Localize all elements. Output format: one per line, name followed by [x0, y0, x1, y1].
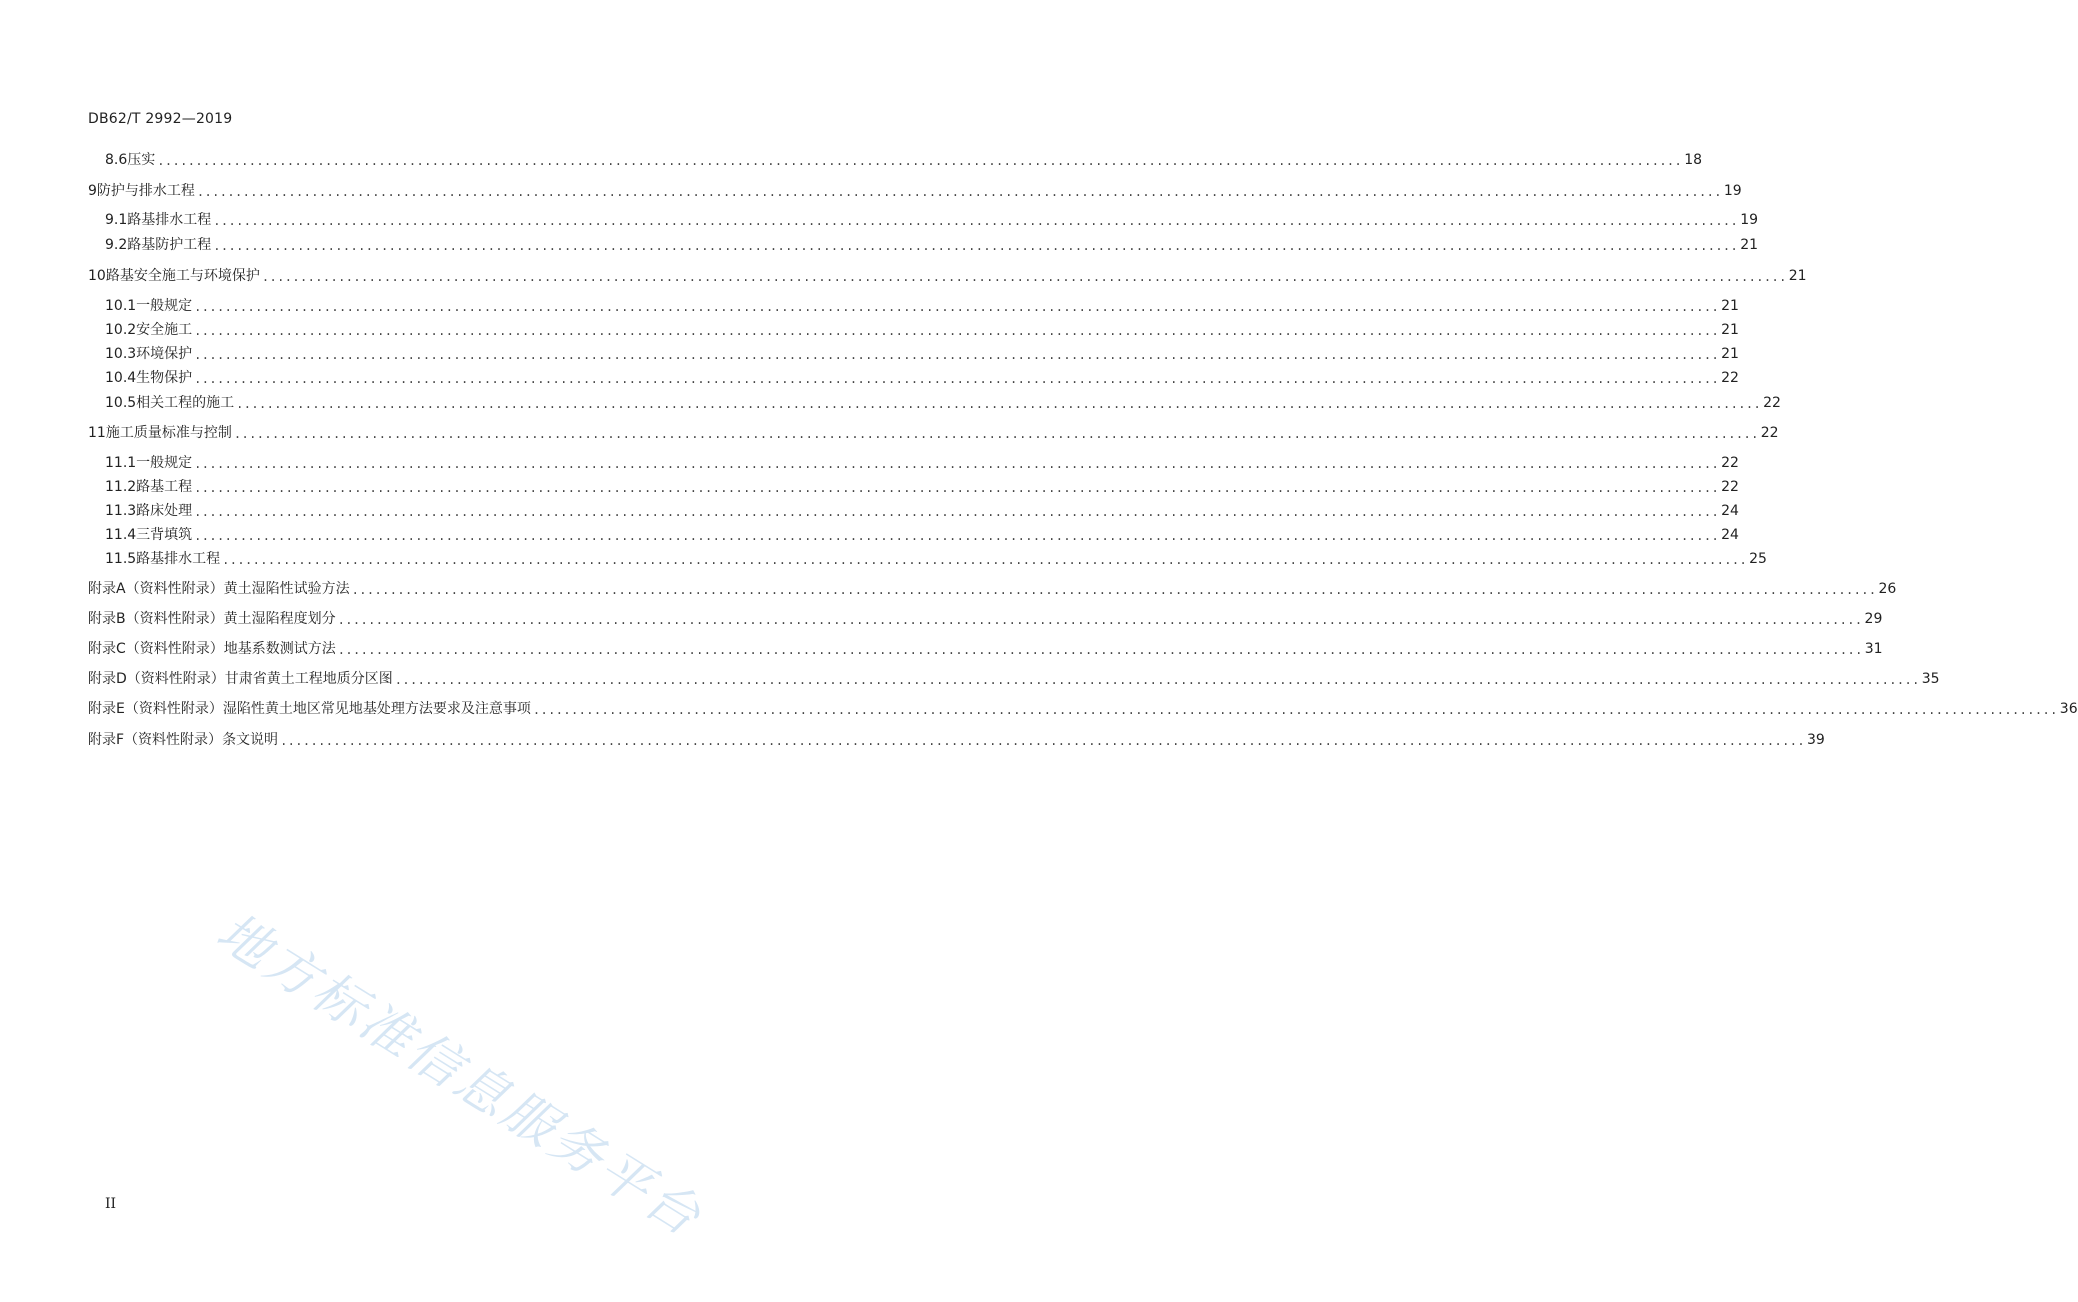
toc-entry-page: 18	[1684, 152, 1703, 168]
toc-leader-dots: ........................................................................................................................................................................................................	[337, 643, 1863, 657]
toc-entry-title: 压实	[127, 152, 156, 168]
toc-entry[interactable]	[88, 181, 1742, 201]
toc-entry-page: 19	[1740, 212, 1759, 228]
toc-entry-title: 相关工程的施工	[136, 395, 235, 411]
toc-entry[interactable]	[88, 669, 1940, 689]
toc-leader-dots: ........................................................................................................................................................................................................	[213, 214, 1739, 228]
toc-leader-dots: ........................................................................................................................................................................................................	[280, 734, 1805, 748]
toc-entry[interactable]	[105, 296, 1739, 316]
toc-leader-dots: ........................................................................................................................................................................................................	[222, 553, 1748, 567]
toc-entry[interactable]	[105, 320, 1739, 340]
toc-entry-number: 8.6	[105, 152, 128, 168]
toc-entry-title: 施工质量标准与控制	[105, 425, 232, 441]
toc-entry-number: 11.2	[105, 479, 137, 495]
toc-entry-page: 24	[1721, 503, 1739, 519]
toc-leader-dots: ........................................................................................................................................................................................................	[233, 427, 1759, 441]
toc-entry[interactable]	[105, 210, 1759, 230]
toc-entry-number: 11.3	[105, 503, 137, 519]
toc-leader-dots: ........................................................................................................................................................................................................	[532, 703, 2058, 717]
toc-leader-dots: ........................................................................................................................................................................................................	[194, 481, 1720, 495]
toc-leader-dots: ........................................................................................................................................................................................................	[194, 300, 1720, 314]
toc-entry-title: 一般规定	[136, 298, 193, 314]
toc-leader-dots: ........................................................................................................................................................................................................	[236, 397, 1762, 411]
toc-entry-page: 24	[1721, 527, 1739, 543]
toc-entry-title: 黄土湿陷程度划分	[223, 611, 336, 627]
toc-entry[interactable]	[88, 266, 1807, 286]
toc-leader-dots: ........................................................................................................................................................................................................	[194, 529, 1720, 543]
toc-entry[interactable]	[88, 699, 2078, 719]
toc-entry-number: 11.4	[105, 527, 137, 543]
toc-entry[interactable]	[105, 501, 1739, 521]
toc-entry[interactable]	[88, 423, 1779, 443]
toc-leader-dots: ........................................................................................................................................................................................................	[194, 348, 1720, 362]
toc-entry-title: 环境保护	[136, 346, 193, 362]
toc-entry-number: 10.2	[105, 322, 137, 338]
toc-entry-number: 附录F（资料性附录）	[88, 732, 223, 748]
toc-leader-dots: ........................................................................................................................................................................................................	[351, 583, 1877, 597]
toc-entry-page: 21	[1721, 346, 1739, 362]
toc-entry-page: 19	[1723, 183, 1742, 199]
toc-entry-title: 地基系数测试方法	[223, 641, 336, 657]
toc-entry-number: 11.5	[105, 551, 137, 567]
toc-entry-number: 附录A（资料性附录）	[88, 581, 224, 597]
toc-leader-dots: ........................................................................................................................................................................................................	[196, 185, 1722, 199]
toc-entry[interactable]	[88, 730, 1825, 750]
toc-entry-title: 防护与排水工程	[96, 183, 195, 199]
toc-entry[interactable]	[105, 525, 1739, 545]
toc-entry-number: 附录E（资料性附录）	[88, 701, 223, 717]
toc-entry-page: 22	[1721, 370, 1739, 386]
toc-entry-page: 26	[1878, 581, 1897, 597]
toc-entry-page: 22	[1763, 395, 1781, 411]
toc-entry-page: 21	[1788, 268, 1807, 284]
toc-leader-dots: ........................................................................................................................................................................................................	[194, 372, 1720, 386]
toc-leader-dots: ........................................................................................................................................................................................................	[261, 270, 1787, 284]
toc-entry-page: 22	[1721, 455, 1739, 471]
toc-entry-page: 39	[1806, 732, 1825, 748]
toc-entry[interactable]	[105, 368, 1739, 388]
toc-entry-title: 黄土湿陷性试验方法	[223, 581, 350, 597]
toc-entry-title: 路基安全施工与环境保护	[105, 268, 260, 284]
toc-entry[interactable]	[105, 344, 1739, 364]
document-code: DB62/T 2992—2019	[88, 111, 233, 127]
toc-entry-title: 路基工程	[136, 479, 193, 495]
toc-entry[interactable]	[105, 549, 1767, 569]
toc-entry-number: 9.2	[105, 237, 128, 253]
toc-leader-dots: ........................................................................................................................................................................................................	[157, 154, 1683, 168]
toc-entry-page: 31	[1864, 641, 1883, 657]
toc-entry-page: 35	[1921, 671, 1940, 687]
toc-entry-page: 25	[1749, 551, 1767, 567]
toc-leader-dots: ........................................................................................................................................................................................................	[194, 324, 1720, 338]
toc-entry[interactable]	[105, 477, 1739, 497]
toc-entry-number: 10	[88, 268, 106, 284]
toc-entry-page: 22	[1760, 425, 1779, 441]
toc-leader-dots: ........................................................................................................................................................................................................	[194, 505, 1720, 519]
toc-entry-number: 附录D（资料性附录）	[88, 671, 225, 687]
toc-entry-title: 路基防护工程	[127, 237, 212, 253]
toc-entry[interactable]	[105, 393, 1781, 413]
toc-entry-page: 21	[1721, 298, 1739, 314]
toc-entry[interactable]	[105, 150, 1703, 170]
toc-entry-title: 路基排水工程	[136, 551, 221, 567]
toc-entry-title: 路床处理	[136, 503, 193, 519]
toc-entry-number: 11	[88, 425, 106, 441]
toc-entry-page: 21	[1740, 237, 1759, 253]
toc-entry-title: 生物保护	[136, 370, 193, 386]
page-number: II	[105, 1196, 117, 1212]
toc-entry[interactable]	[105, 235, 1759, 255]
toc-leader-dots: ........................................................................................................................................................................................................	[337, 613, 1863, 627]
toc-leader-dots: ........................................................................................................................................................................................................	[394, 673, 1920, 687]
toc-entry-title: 安全施工	[136, 322, 193, 338]
toc-entry-title: 路基排水工程	[127, 212, 212, 228]
toc-entry-page: 21	[1721, 322, 1739, 338]
toc-entry-number: 附录B（资料性附录）	[88, 611, 224, 627]
toc-entry[interactable]	[105, 453, 1739, 473]
toc-entry-number: 11.1	[105, 455, 137, 471]
toc-entry-title: 湿陷性黄土地区常见地基处理方法要求及注意事项	[222, 701, 531, 717]
toc-entry[interactable]	[88, 639, 1883, 659]
toc-entry-page: 29	[1864, 611, 1883, 627]
toc-entry-number: 9.1	[105, 212, 128, 228]
toc-entry-title: 三背填筑	[136, 527, 193, 543]
toc-entry-title: 甘肃省黄土工程地质分区图	[224, 671, 393, 687]
toc-entry-title: 条文说明	[222, 732, 279, 748]
toc-leader-dots: ........................................................................................................................................................................................................	[194, 457, 1720, 471]
toc-entry-number: 10.1	[105, 298, 137, 314]
toc-entry-number: 9	[88, 183, 97, 199]
toc-entry-page: 22	[1721, 479, 1739, 495]
toc-entry[interactable]	[88, 579, 1897, 599]
toc-entry-title: 一般规定	[136, 455, 193, 471]
toc-entry-number: 10.3	[105, 346, 137, 362]
toc-entry-number: 附录C（资料性附录）	[88, 641, 224, 657]
toc-entry-number: 10.4	[105, 370, 137, 386]
toc-entry-number: 10.5	[105, 395, 137, 411]
toc-entry[interactable]	[88, 609, 1883, 629]
toc-leader-dots: ........................................................................................................................................................................................................	[213, 239, 1739, 253]
watermark-text: 地方标准信息服务平台	[206, 901, 713, 1250]
toc-entry-page: 36	[2059, 701, 2078, 717]
